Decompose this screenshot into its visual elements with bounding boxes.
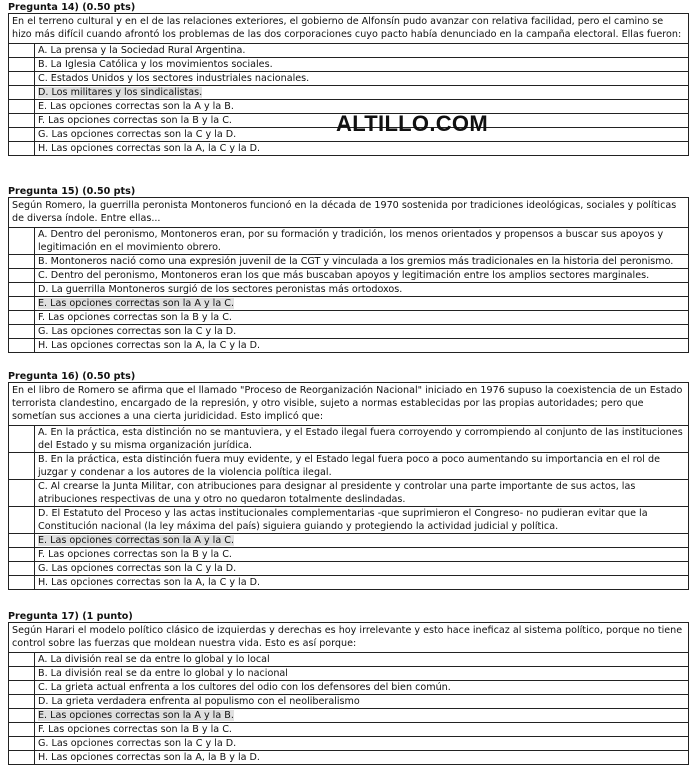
option-a[interactable]: A. En la práctica, esta distinción no se mantuviera, y el Estado ilegal fuera corroyendo y corrompiendo al conjunto de las instituciones del Estado y su misma organización jurídica.: [8, 426, 689, 453]
question-stem: En el libro de Romero se afirma que el llamado "Proceso de Reorganización Nacional" iniciado en 1976 supuso la coexistencia de un Estado terrorista clandestino, encargado de la represión, y otro visible, sujeto a normas establecidas por las propias autoridades; pero que sometían sus acciones a una cierta juridicidad. Esto implicó que:: [8, 382, 689, 426]
option-c[interactable]: C. Estados Unidos y los sectores industriales nacionales.: [8, 72, 689, 86]
option-g[interactable]: G. Las opciones correctas son la C y la D.: [8, 325, 689, 339]
watermark: ALTILLO.COM: [336, 111, 488, 136]
option-b[interactable]: B. En la práctica, esta distinción fuera muy evidente, y el Estado legal fuera poco a poco aumentando su importancia en el rol de juzgar y condenar a los autores de la violencia política ilegal.: [8, 453, 689, 480]
question-title: Pregunta 15) (0.50 pts): [8, 186, 136, 197]
question-title: Pregunta 14) (0.50 pts): [8, 2, 136, 13]
option-b[interactable]: B. Montoneros nació como una expresión juvenil de la CGT y vinculada a los gremios más tradicionales en la historia del peronismo.: [8, 255, 689, 269]
option-h[interactable]: H. Las opciones correctas son la A, la C y la D.: [8, 576, 689, 590]
option-b[interactable]: B. La Iglesia Católica y los movimientos sociales.: [8, 58, 689, 72]
option-c[interactable]: C. Dentro del peronismo, Montoneros eran los que más buscaban apoyos y legitimación entre los amplios sectores marginales.: [8, 269, 689, 283]
option-h[interactable]: H. Las opciones correctas son la A, la C y la D.: [8, 339, 689, 353]
option-f[interactable]: F. Las opciones correctas son la B y la C.: [8, 723, 689, 737]
option-b[interactable]: B. La división real se da entre lo global y lo nacional: [8, 667, 689, 681]
option-a[interactable]: A. Dentro del peronismo, Montoneros eran, por su formación y tradición, los menos orientados y propensos a buscar sus apoyos y legitimación en el movimiento obrero.: [8, 228, 689, 255]
option-c[interactable]: C. Al crearse la Junta Militar, con atribuciones para designar al presidente y controlar una parte importante de sus actos, las atribuciones respectivas de una y otro no quedaron totalmente deslindadas.: [8, 480, 689, 507]
option-a[interactable]: A. La prensa y la Sociedad Rural Argentina.: [8, 44, 689, 58]
option-g[interactable]: G. Las opciones correctas son la C y la D.: [8, 562, 689, 576]
option-e[interactable]: E. Las opciones correctas son la A y la C.: [8, 534, 689, 548]
question-16: [8, 371, 689, 590]
question-stem: Según Harari el modelo político clásico de izquierdas y derechas es hoy irrelevante y esto hace ineficaz al sistema político, porque no tiene control sobre las fuerzas que moldean nuestra vida. Esto es así porque:: [8, 622, 689, 653]
option-g[interactable]: G. Las opciones correctas son la C y la D.: [8, 737, 689, 751]
option-f[interactable]: F. Las opciones correctas son la B y la C.: [8, 114, 689, 128]
option-h[interactable]: H. Las opciones correctas son la A, la B y la D.: [8, 751, 689, 765]
option-h[interactable]: H. Las opciones correctas son la A, la C y la D.: [8, 142, 689, 156]
option-d[interactable]: D. Los militares y los sindicalistas.: [8, 86, 689, 100]
option-e[interactable]: E. Las opciones correctas son la A y la B.: [8, 709, 689, 723]
question-17: [8, 611, 689, 765]
question-title: Pregunta 16) (0.50 pts): [8, 371, 136, 382]
question-stem: En el terreno cultural y en el de las relaciones exteriores, el gobierno de Alfonsín pudo avanzar con relativa facilidad, pero el camino se hizo más difícil cuando afrontó los problemas de las dos corporaciones cuyo pacto había denunciado en la campaña electoral. Ellas fueron:: [8, 13, 689, 44]
option-a[interactable]: A. La división real se da entre lo global y lo local: [8, 653, 689, 667]
question-stem: Según Romero, la guerrilla peronista Montoneros funcionó en la década de 1970 sostenida por tradiciones ideológicas, sociales y políticas de diversa índole. Entre ellas...: [8, 197, 689, 228]
option-c[interactable]: C. La grieta actual enfrenta a los cultores del odio con los defensores del bien común.: [8, 681, 689, 695]
question-15: [8, 186, 689, 353]
question-title: Pregunta 17) (1 punto): [8, 611, 133, 622]
option-f[interactable]: F. Las opciones correctas son la B y la C.: [8, 548, 689, 562]
option-g[interactable]: G. Las opciones correctas son la C y la D.: [8, 128, 689, 142]
option-d[interactable]: D. La grieta verdadera enfrenta al populismo con el neoliberalismo: [8, 695, 689, 709]
option-e[interactable]: E. Las opciones correctas son la A y la B.: [8, 100, 689, 114]
option-d[interactable]: D. El Estatuto del Proceso y las actas institucionales complementarias -que suprimieron el Congreso- no pudieran evitar que la Constitución nacional (la ley máxima del país) siguiera guiando y protegiendo la actividad judicial y política.: [8, 507, 689, 534]
option-e[interactable]: E. Las opciones correctas son la A y la C.: [8, 297, 689, 311]
option-d[interactable]: D. La guerrilla Montoneros surgió de los sectores peronistas más ortodoxos.: [8, 283, 689, 297]
option-f[interactable]: F. Las opciones correctas son la B y la C.: [8, 311, 689, 325]
